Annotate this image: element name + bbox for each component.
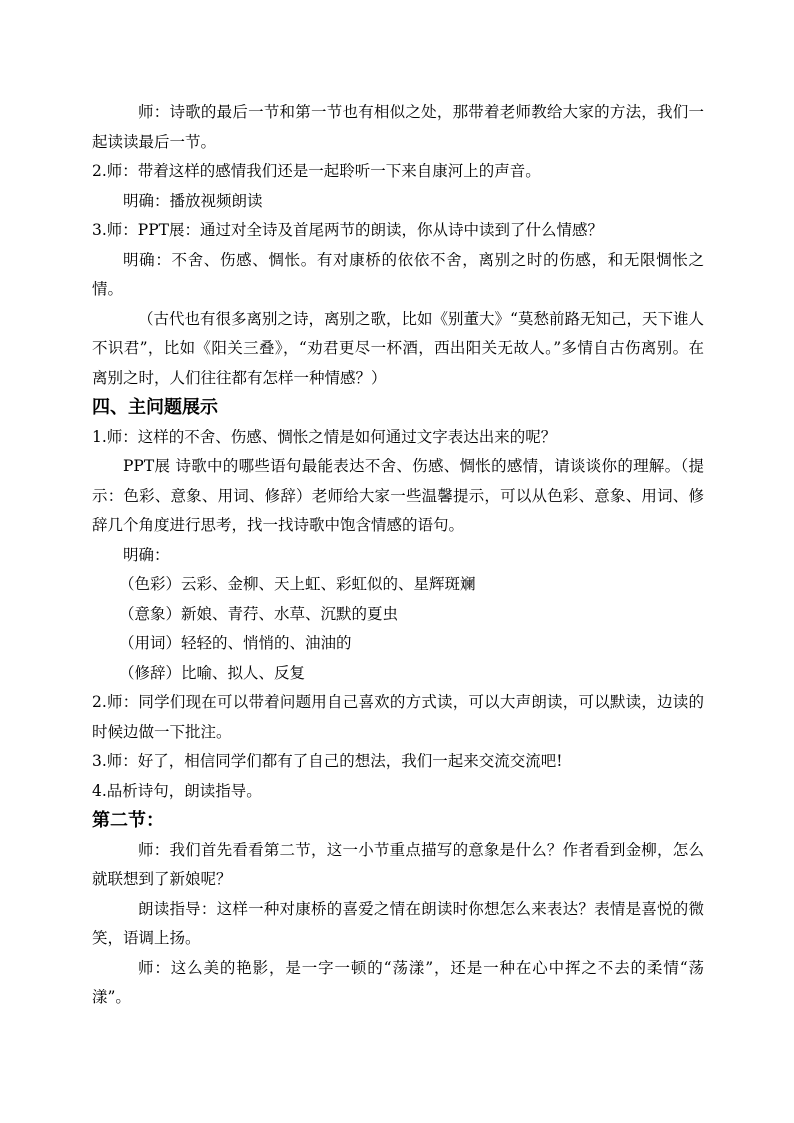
paragraph-clarify-label: 明确：	[123, 545, 170, 564]
document-page	[92, 98, 704, 1013]
list-item-wording: （用词）轻轻的、悄悄的、油油的	[119, 634, 352, 652]
paragraph-listen-video: 2.师：带着这样的感情我们还是一起聆听一下来自康河上的声音。	[92, 162, 541, 180]
section-heading-main-question: 四、主问题展示	[92, 397, 218, 418]
paragraph-exchange: 3.师：好了，相信同学们都有了自己的想法，我们一起来交流交流吧!	[92, 752, 563, 770]
paragraph-ripple: 师：这么美的艳影，是一字一顿的“荡漾”，还是一种在心中挥之不去的柔情“荡漾”。	[92, 958, 704, 1006]
paragraph-ppt-emotion-question: 3.师：PPT展：通过对全诗及首尾两节的朗读，你从诗中读到了什么情感？	[92, 221, 603, 239]
paragraph-question-1: 1.师：这样的不舍、伤感、惆怅之情是如何通过文字表达出来的呢？	[92, 427, 557, 446]
paragraph-clarify-emotion: 明确：不舍、伤感、惆怅。有对康桥的依依不舍，离别之时的伤感，和无限惆怅之情。	[92, 250, 704, 298]
list-item-rhetoric: （修辞）比喻、拟人、反复	[119, 663, 306, 682]
paragraph-reading-guide: 朗读指导：这样一种对康桥的喜爱之情在朗读时你想怎么来表达？表情是喜悦的微笑，语调上扬。	[92, 899, 704, 947]
list-item-color: （色彩）云彩、金柳、天上虹、彩虹似的、星辉斑斓	[119, 575, 476, 593]
paragraph-ppt-hint: PPT展 诗歌中的哪些语句最能表达不舍、伤感、惆怅的感情，请谈谈你的理解。（提示：色彩、意象、用词、修辞）老师给大家一些温馨提示，可以从色彩、意象、用词、修辞几个角度进行思考，找一找诗歌中饱含情感的语句。	[92, 457, 704, 534]
list-item-imagery: （意象）新娘、青荇、水草、沉默的夏虫	[119, 604, 399, 623]
paragraph-clarify-video: 明确：播放视频朗读	[123, 191, 263, 210]
paragraph-ancient-poems: （古代也有很多离别之诗，离别之歌，比如《别董大》“莫愁前路无知己，天下谁人不识君”，比如《阳关三叠》，“劝君更尽一杯酒，西出阳关无故人。”多情自古伤离别。在离别之时，人们往往都有怎样一种情感？）	[92, 309, 704, 387]
paragraph-reading-annotation: 2.师：同学们现在可以带着问题用自己喜欢的方式读，可以大声朗读，可以默读，边读的时候边做一下批注。	[92, 693, 704, 741]
paragraph-second-stanza-question: 师：我们首先看看第二节，这一小节重点描写的意象是什么？作者看到金柳，怎么就联想到了新娘呢？	[92, 840, 704, 888]
section-heading-second-stanza: 第二节：	[92, 810, 164, 831]
paragraph-reading-guidance: 4.品析诗句，朗读指导。	[92, 781, 262, 800]
paragraph-last-stanza: 师：诗歌的最后一节和第一节也有相似之处，那带着老师教给大家的方法，我们一起读读最后一节。	[92, 103, 704, 151]
